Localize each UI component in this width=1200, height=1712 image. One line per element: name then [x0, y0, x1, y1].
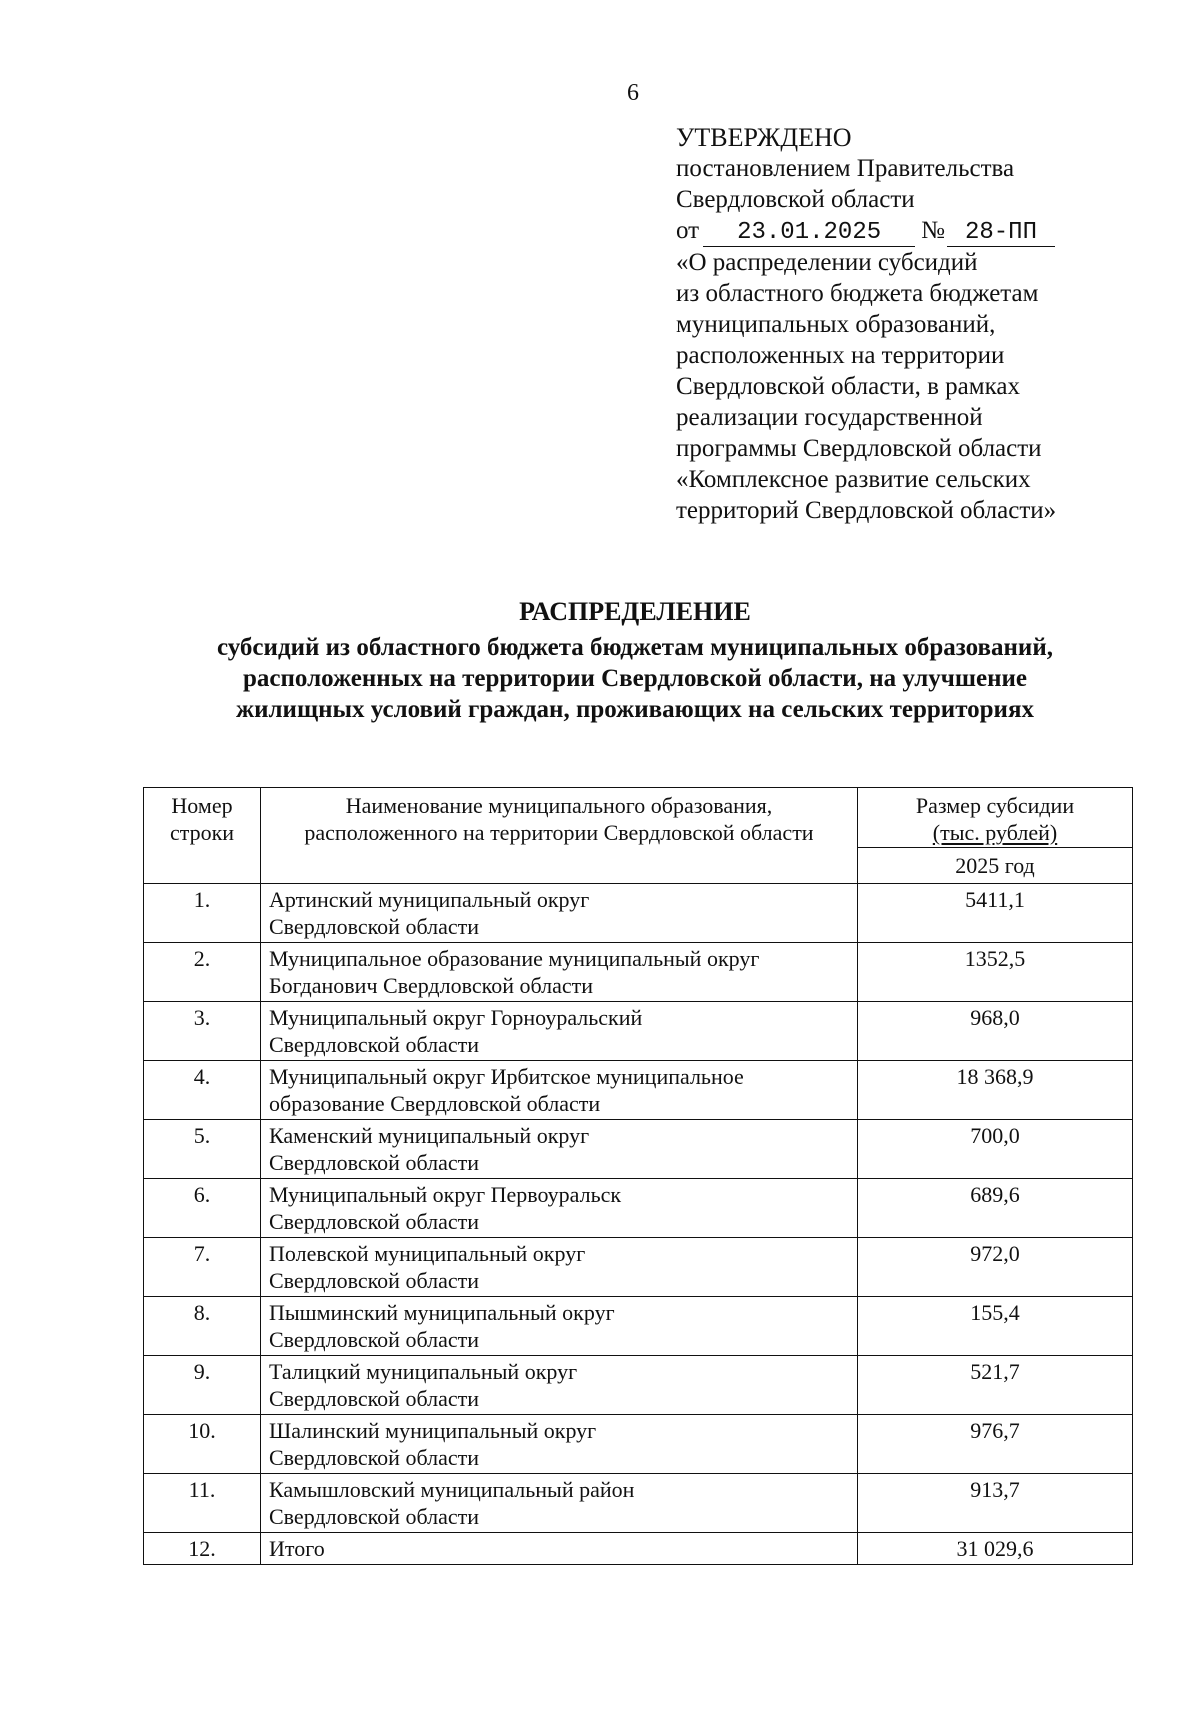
- municipality-name: [261, 884, 858, 943]
- subsidy-amount: 521,7: [858, 1356, 1133, 1415]
- table-row: [144, 1179, 1133, 1238]
- subsidy-amount: 913,7: [858, 1474, 1133, 1533]
- order-date: 23.01.2025: [703, 220, 915, 247]
- municipality-name-line: Шалинский муниципальный округ: [269, 1418, 597, 1443]
- subtitle-line: жилищных условий граждан, проживающих на сельских территориях: [236, 696, 1034, 723]
- row-number: 8.: [144, 1297, 261, 1356]
- order-number: 28-ПП: [947, 220, 1055, 247]
- document-title-block: [150, 596, 1120, 725]
- header-text: Номер: [171, 793, 233, 818]
- municipality-name-line: Свердловской области: [269, 1268, 479, 1293]
- row-number: 4.: [144, 1061, 261, 1120]
- row-number: 12.: [144, 1533, 261, 1565]
- approval-heading: УТВЕРЖДЕНО: [676, 123, 852, 152]
- municipality-name: [261, 1179, 858, 1238]
- from-label: от: [676, 217, 700, 244]
- municipality-name-line: Свердловской области: [269, 1327, 479, 1352]
- subtitle-line: субсидий из областного бюджета бюджетам муниципальных образований,: [217, 634, 1053, 661]
- approval-block: [676, 122, 1146, 526]
- row-number: 3.: [144, 1002, 261, 1061]
- subject-line: «О распределении субсидий: [676, 249, 978, 276]
- table-row: [144, 943, 1133, 1002]
- subject-line: из областного бюджета бюджетам: [676, 280, 1039, 307]
- approval-line: постановлением Правительства: [676, 155, 1015, 182]
- table-row: [144, 1002, 1133, 1061]
- row-number: 11.: [144, 1474, 261, 1533]
- header-text: Размер субсидии: [915, 793, 1075, 818]
- municipality-name-line: Полевской муниципальный округ: [269, 1241, 586, 1266]
- approval-line: Свердловской области: [676, 186, 915, 213]
- order-date-number-line: [676, 215, 1146, 247]
- subject-line: программы Свердловской области: [676, 435, 1042, 462]
- total-row: [144, 1533, 1133, 1565]
- subsidy-amount: 5411,1: [858, 884, 1133, 943]
- municipality-name-line: Свердловской области: [269, 1150, 479, 1175]
- table-row: [144, 1297, 1133, 1356]
- table-row: [144, 1415, 1133, 1474]
- municipality-name-line: Пышминский муниципальный округ: [269, 1300, 615, 1325]
- municipality-name: [261, 1061, 858, 1120]
- subject-line: Свердловской области, в рамках: [676, 373, 1020, 400]
- municipality-name-line: Талицкий муниципальный округ: [269, 1359, 578, 1384]
- municipality-name-line: Каменский муниципальный округ: [269, 1123, 590, 1148]
- row-number: 7.: [144, 1238, 261, 1297]
- row-number: 5.: [144, 1120, 261, 1179]
- municipality-name-line: Свердловской области: [269, 1032, 479, 1057]
- municipality-name-line: Свердловской области: [269, 1209, 479, 1234]
- subject-line: расположенных на территории: [676, 342, 1005, 369]
- subject-line: «Комплексное развитие сельских: [676, 466, 1031, 493]
- subject-line: территорий Свердловской области»: [676, 497, 1057, 524]
- municipality-name: [261, 943, 858, 1002]
- document-title: РАСПРЕДЕЛЕНИЕ: [519, 597, 751, 626]
- municipality-name-line: Артинский муниципальный округ: [269, 887, 590, 912]
- municipality-name-line: Свердловской области: [269, 1386, 479, 1411]
- subsidy-amount: 155,4: [858, 1297, 1133, 1356]
- municipality-name: [261, 1120, 858, 1179]
- municipality-name-line: Муниципальный округ Первоуральск: [269, 1182, 622, 1207]
- header-text: Наименование муниципального образования,: [345, 793, 773, 818]
- table-row: [144, 1120, 1133, 1179]
- subsidy-amount: 972,0: [858, 1238, 1133, 1297]
- municipality-name: [261, 1297, 858, 1356]
- municipality-name: [261, 1238, 858, 1297]
- municipality-name-line: Свердловской области: [269, 914, 479, 939]
- subsidy-amount: 18 368,9: [858, 1061, 1133, 1120]
- table-body: [144, 884, 1133, 1565]
- municipality-name-line: Муниципальный округ Горноуральский: [269, 1005, 643, 1030]
- table-row: [144, 1474, 1133, 1533]
- municipality-name: [261, 1002, 858, 1061]
- row-number: 2.: [144, 943, 261, 1002]
- row-number: 6.: [144, 1179, 261, 1238]
- header-row-number: [144, 788, 261, 884]
- total-label: Итого: [261, 1533, 858, 1565]
- municipality-name: [261, 1474, 858, 1533]
- table-row: [144, 1238, 1133, 1297]
- header-text: (тыс. рублей): [932, 820, 1058, 845]
- header-year: 2025 год: [858, 848, 1133, 884]
- table-row: [144, 1061, 1133, 1120]
- subsidy-amount: 700,0: [858, 1120, 1133, 1179]
- municipality-name-line: Муниципальный округ Ирбитское муниципальное: [269, 1064, 744, 1089]
- header-name: [261, 788, 858, 884]
- total-amount: 31 029,6: [858, 1533, 1133, 1565]
- subsidy-amount: 1352,5: [858, 943, 1133, 1002]
- table-row: [144, 884, 1133, 943]
- municipality-name-line: Камышловский муниципальный район: [269, 1477, 635, 1502]
- number-sign: №: [921, 217, 945, 244]
- subsidy-amount: 689,6: [858, 1179, 1133, 1238]
- table-row: [144, 1356, 1133, 1415]
- distribution-table: [143, 787, 1133, 1565]
- header-amount: [858, 788, 1133, 848]
- municipality-name-line: Свердловской области: [269, 1504, 479, 1529]
- row-number: 9.: [144, 1356, 261, 1415]
- subsidy-amount: 976,7: [858, 1415, 1133, 1474]
- subject-line: муниципальных образований,: [676, 311, 996, 338]
- subtitle-line: расположенных на территории Свердловской области, на улучшение: [243, 665, 1027, 692]
- municipality-name-line: Муниципальное образование муниципальный округ: [269, 946, 760, 971]
- page-number: 6: [627, 80, 639, 106]
- municipality-name: [261, 1356, 858, 1415]
- municipality-name-line: Свердловской области: [269, 1445, 479, 1470]
- municipality-name: [261, 1415, 858, 1474]
- municipality-name-line: образование Свердловской области: [269, 1091, 601, 1116]
- row-number: 1.: [144, 884, 261, 943]
- municipality-name-line: Богданович Свердловской области: [269, 973, 594, 998]
- subject-line: реализации государственной: [676, 404, 983, 431]
- header-text: расположенного на территории Свердловской области: [304, 820, 814, 845]
- header-text: строки: [169, 820, 235, 845]
- subsidy-amount: 968,0: [858, 1002, 1133, 1061]
- row-number: 10.: [144, 1415, 261, 1474]
